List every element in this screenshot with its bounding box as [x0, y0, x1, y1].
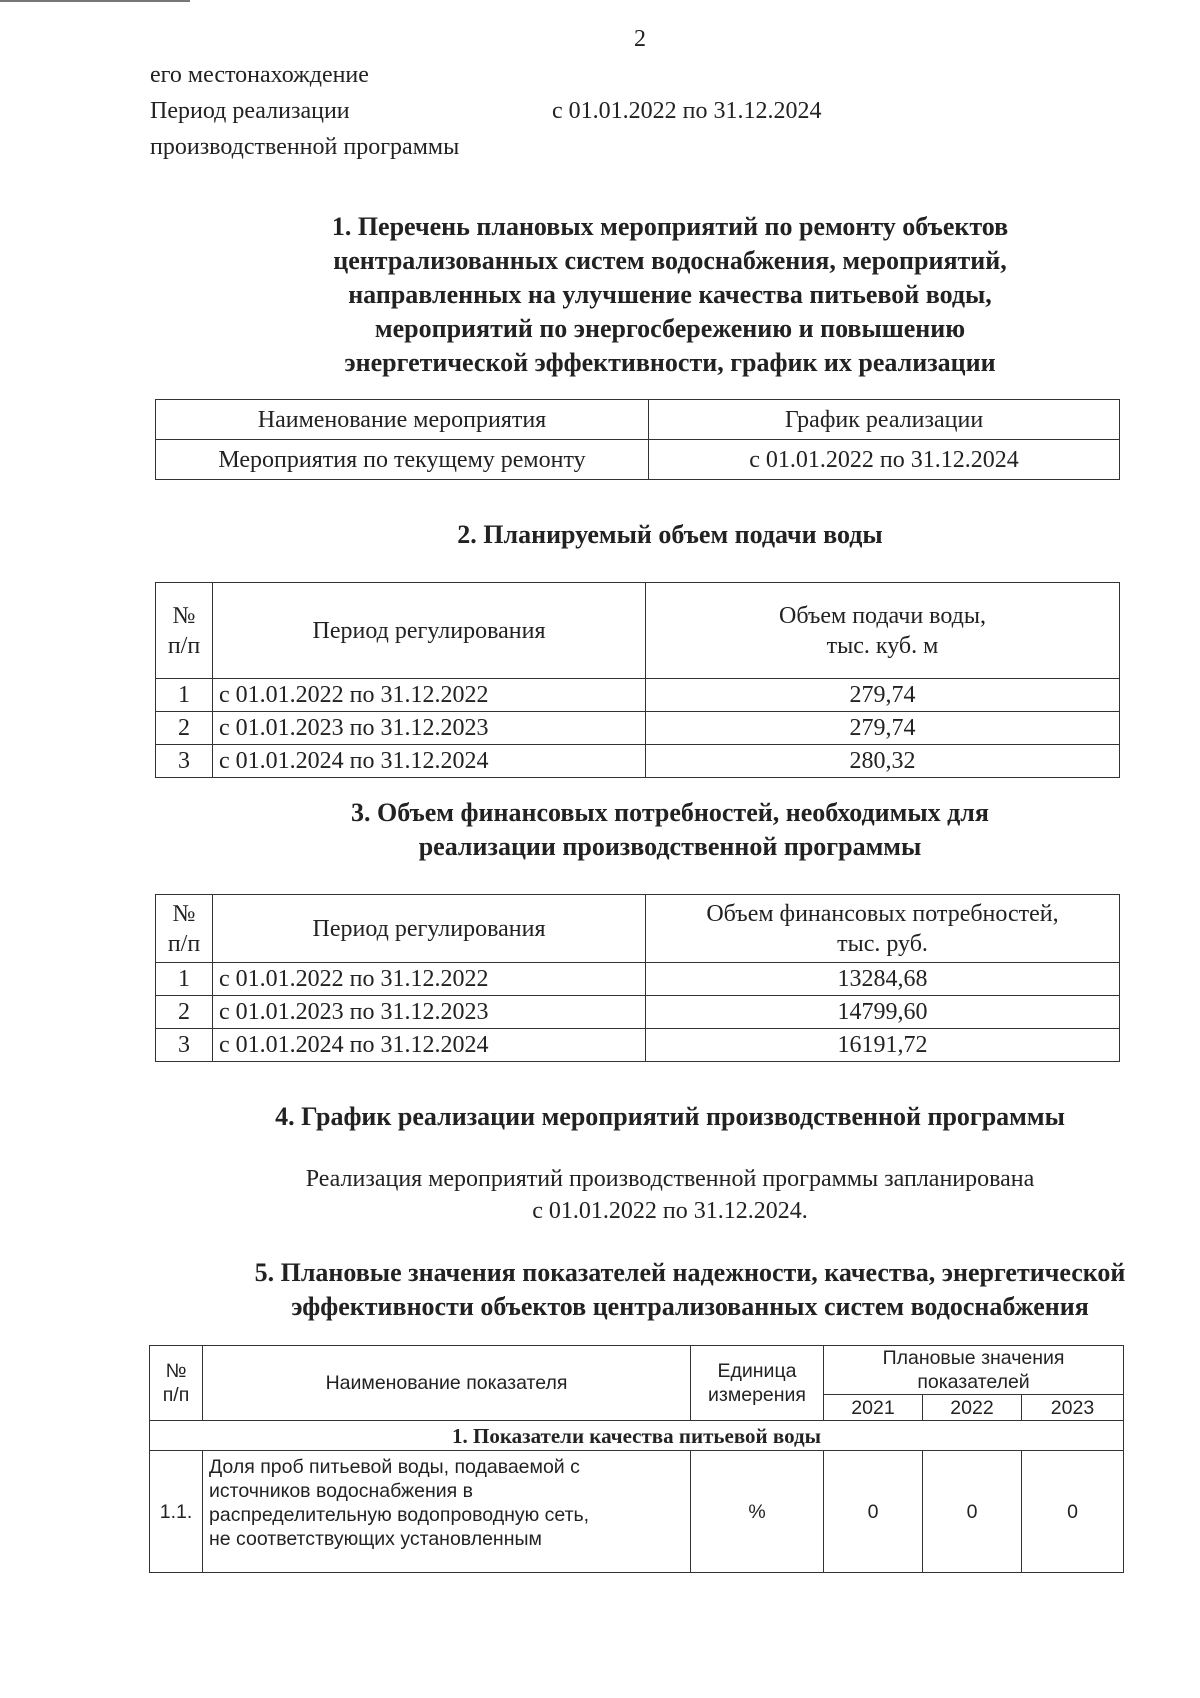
header-finance	[646, 895, 1120, 963]
header-volume	[646, 583, 1120, 679]
header-unit-line: измерения	[708, 1384, 806, 1406]
header-year: 2022	[923, 1395, 1022, 1421]
section1-title	[150, 210, 1190, 380]
header-period: Период регулирования	[213, 895, 646, 963]
section4-text	[150, 1163, 1190, 1227]
header-planned-line: показателей	[917, 1371, 1030, 1393]
header-indicator-name: Наименование показателя	[203, 1346, 691, 1421]
section1-title-line: мероприятий по энергосбережению и повышению	[374, 314, 966, 343]
row-period: с 01.01.2024 по 31.12.2024	[213, 745, 646, 778]
header-period: Период регулирования	[213, 583, 646, 679]
section4-text-line: Реализация мероприятий производственной программы запланирована	[305, 1166, 1035, 1192]
header-num-line: №	[172, 602, 196, 629]
row-period: с 01.01.2023 по 31.12.2023	[213, 996, 646, 1029]
section1-title-line: 1. Перечень плановых мероприятий по ремонту объектов	[331, 212, 1009, 241]
header-finance-line: тыс. руб.	[837, 930, 928, 957]
indicator-name-line: не соответствующих установленным	[209, 1528, 542, 1550]
row-volume: 279,74	[646, 712, 1120, 745]
row-num: 2	[156, 996, 213, 1029]
section2-title: 2. Планируемый объем подачи воды	[457, 520, 883, 549]
row-period: с 01.01.2024 по 31.12.2024	[213, 1029, 646, 1062]
group-row	[150, 1421, 1124, 1451]
table-row	[156, 745, 1120, 778]
row-volume: 279,74	[646, 679, 1120, 712]
header-year: 2021	[824, 1395, 923, 1421]
row-value-2021: 0	[824, 1451, 923, 1573]
section1-title-line: энергетической эффективности, график их реализации	[344, 348, 996, 377]
header-schedule: График реализации	[649, 400, 1120, 440]
group-title: 1. Показатели качества питьевой воды	[150, 1421, 1124, 1451]
table-row	[156, 440, 1120, 480]
table-row	[156, 963, 1120, 996]
table-row	[156, 712, 1120, 745]
header-volume-line: тыс. куб. м	[826, 632, 939, 659]
row-period: с 01.01.2022 по 31.12.2022	[213, 963, 646, 996]
header-unit-line: Единица	[717, 1360, 797, 1382]
row-num: 3	[156, 1029, 213, 1062]
row-num: 1	[156, 679, 213, 712]
measure-schedule: с 01.01.2022 по 31.12.2024	[649, 440, 1120, 480]
header-num-line: №	[172, 900, 196, 927]
row-finance: 13284,68	[646, 963, 1120, 996]
table-row	[150, 1451, 1124, 1573]
row-value-2023: 0	[1022, 1451, 1124, 1573]
header-unit	[691, 1346, 824, 1421]
row-volume: 280,32	[646, 745, 1120, 778]
row-num: 1.1.	[150, 1451, 203, 1573]
header-volume-line: Объем подачи воды,	[779, 602, 986, 629]
header-num	[150, 1346, 203, 1421]
measure-name: Мероприятия по текущему ремонту	[156, 440, 649, 480]
indicator-name-line: Доля проб питьевой воды, подаваемой с	[209, 1456, 580, 1478]
row-finance: 14799,60	[646, 996, 1120, 1029]
section1-title-line: централизованных систем водоснабжения, мероприятий,	[333, 246, 1007, 275]
section4-text-line: с 01.01.2022 по 31.12.2024.	[532, 1198, 808, 1224]
row-value-2022: 0	[923, 1451, 1022, 1573]
period-label: Период реализации	[150, 98, 350, 124]
section3-table	[155, 894, 1120, 1062]
section3-title	[150, 796, 1190, 864]
location-label: его местонахождение	[150, 62, 369, 88]
section5-title-line: эффективности объектов централизованных систем водоснабжения	[291, 1292, 1089, 1321]
header-num	[156, 895, 213, 963]
header-year: 2023	[1022, 1395, 1124, 1421]
indicator-name-line: источников водоснабжения в	[209, 1480, 473, 1502]
section4-title: 4. График реализации мероприятий производственной программы	[275, 1102, 1065, 1131]
row-unit: %	[691, 1451, 824, 1573]
header-finance-line: Объем финансовых потребностей,	[706, 900, 1059, 927]
row-num: 1	[156, 963, 213, 996]
header-measure-name: Наименование мероприятия	[156, 400, 649, 440]
section5-table	[149, 1345, 1124, 1573]
header-num-line: п/п	[162, 1384, 190, 1406]
section1-table	[155, 399, 1120, 480]
row-finance: 16191,72	[646, 1029, 1120, 1062]
period-label-cont: производственной программы	[150, 134, 460, 160]
period-value: с 01.01.2022 по 31.12.2024	[552, 98, 822, 124]
page-number: 2	[634, 26, 646, 52]
row-period: с 01.01.2023 по 31.12.2023	[213, 712, 646, 745]
table-row	[156, 679, 1120, 712]
header-planned-line: Плановые значения	[882, 1347, 1065, 1369]
row-num: 2	[156, 712, 213, 745]
header-num	[156, 583, 213, 679]
table-row	[156, 1029, 1120, 1062]
section2-table	[155, 582, 1120, 778]
row-num: 3	[156, 745, 213, 778]
indicator-name-line: распределительную водопроводную сеть,	[209, 1504, 590, 1526]
header-num-line: п/п	[167, 930, 201, 957]
header-num-line: №	[165, 1360, 187, 1382]
section5-title-line: 5. Плановые значения показателей надежности, качества, энергетической	[254, 1258, 1126, 1287]
row-indicator-name	[203, 1451, 691, 1573]
section3-title-line: реализации производственной программы	[418, 832, 922, 861]
section1-title-line: направленных на улучшение качества питьевой воды,	[348, 280, 992, 309]
header-num-line: п/п	[167, 632, 201, 659]
row-period: с 01.01.2022 по 31.12.2022	[213, 679, 646, 712]
section3-title-line: 3. Объем финансовых потребностей, необходимых для	[351, 798, 989, 827]
top-divider	[0, 0, 190, 2]
section5-title	[150, 1256, 1200, 1324]
header-planned	[824, 1346, 1124, 1395]
table-row	[156, 996, 1120, 1029]
